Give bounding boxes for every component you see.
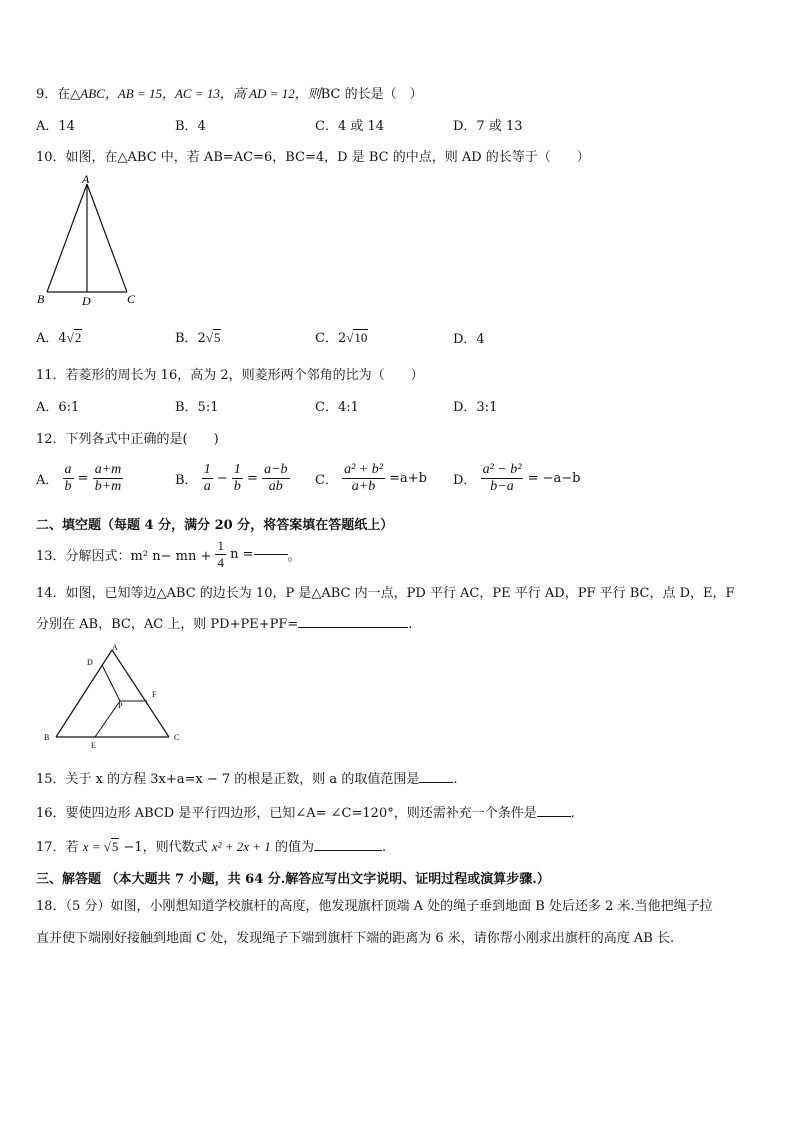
q10-label-c: C xyxy=(127,292,136,306)
q9-option-d[interactable]: D．7 或 13 xyxy=(453,119,523,134)
q11-option-a[interactable]: A．6:1 xyxy=(36,400,80,415)
q14-label-p: P xyxy=(118,701,123,710)
fraction: $\frac{1}{b}$ xyxy=(233,462,241,494)
q17-answer-blank[interactable] xyxy=(314,850,382,851)
fraction: $\frac{\text{a² − b²}}{b-a}$ xyxy=(482,462,522,494)
q14-segment-pe xyxy=(95,701,120,737)
q15-answer-blank[interactable] xyxy=(419,782,453,783)
q12-option-b[interactable]: B． $\frac{1}{a}$ − $\frac{1}{b}$ = $\frac{a-b}{ab}$ xyxy=(175,462,288,494)
q13-stem: 13．分解因式：m² n− mn + $\frac{1}{4}$ n = 。 xyxy=(36,538,301,570)
section-2-heading: 二、填空题（每题 4 分，满分 20 分，将答案填在答题纸上） xyxy=(36,518,394,533)
fraction: $\frac{a}{b}$ xyxy=(64,462,72,494)
q12-option-d[interactable]: D． $\frac{\text{a² − b²}}{b-a}$ = −a−b xyxy=(453,462,581,494)
q14-stem-line1: 14．如图，已知等边△ABC 的边长为 10，P 是△ABC 内一点，PD 平行 AC，PE 平行 AD，PF 平行 BC，点 D，E，F xyxy=(36,586,735,601)
q10-side-ab xyxy=(47,184,87,292)
sqrt-symbol: √2 xyxy=(66,330,82,345)
q10-side-ac xyxy=(87,184,127,292)
q10-stem: 10．如图，在△ABC 中，若 AB=AC=6，BC=4，D 是 BC 的中点，则 AD 的长等于（ ） xyxy=(36,150,590,165)
fraction: $\frac{a-b}{ab}$ xyxy=(264,462,288,494)
q10-option-c[interactable]: C．2√10 xyxy=(315,330,368,346)
q11-option-c[interactable]: C．4:1 xyxy=(315,400,359,415)
q12-stem: 12．下列各式中正确的是( ) xyxy=(36,432,219,447)
q16-answer-blank[interactable] xyxy=(537,816,571,817)
fraction: $\frac{a+m}{b+m}$ xyxy=(94,462,122,494)
fraction: $\frac{\text{a² + b²}}{a+b}$ xyxy=(344,462,383,494)
q14-label-b: B xyxy=(44,733,50,742)
q10-triangle-figure xyxy=(34,172,144,310)
sqrt-symbol: √10 xyxy=(346,330,368,345)
q14-side-ac xyxy=(112,650,169,737)
q9-option-b[interactable]: B．4 xyxy=(175,119,206,134)
q12-option-c[interactable]: C． $\frac{\text{a² + b²}}{a+b}$ =a+b xyxy=(315,462,427,494)
q14-label-e: E xyxy=(91,741,96,750)
q11-option-b[interactable]: B．5:1 xyxy=(175,400,219,415)
q11-option-d[interactable]: D．3:1 xyxy=(453,400,498,415)
q10-option-d[interactable]: D．4 xyxy=(453,332,485,347)
q9-option-c[interactable]: C．4 或 14 xyxy=(315,119,385,134)
q10-option-a[interactable]: A．4√2 xyxy=(36,330,82,346)
sqrt-symbol: √5 xyxy=(103,839,119,854)
q14-stem-line2: 分别在 AB，BC，AC 上，则 PD+PE+PF= . xyxy=(36,617,413,632)
q14-label-d: D xyxy=(87,658,93,667)
q14-triangle-figure xyxy=(40,640,190,752)
q9-number: 9．在 xyxy=(36,87,71,102)
q9-stem xyxy=(36,83,423,102)
section-3-heading: 三、解答题 （本大题共 7 小题，共 64 分.解答应写出文字说明、证明过程或演算步骤.） xyxy=(36,872,550,887)
q14-label-c: C xyxy=(174,733,180,742)
q10-label-b: B xyxy=(37,292,45,306)
q10-label-d: D xyxy=(82,294,91,308)
fraction: $\frac{1}{a}$ xyxy=(203,462,211,494)
q16-stem: 16．要使四边形 ABCD 是平行四边形，已知∠A= ∠C=120°，则还需补充一个条件是 . xyxy=(36,806,575,821)
q10-label-a: A xyxy=(82,172,90,186)
q14-label-f: F xyxy=(152,690,157,699)
sqrt-symbol: √5 xyxy=(205,330,221,345)
q15-stem: 15．关于 x 的方程 3x+a=x − 7 的根是正数，则 a 的取值范围是 . xyxy=(36,772,458,787)
q12-option-a[interactable]: A． $\frac{a}{b}$ = $\frac{a+m}{b+m}$ xyxy=(36,462,122,494)
q9-option-a[interactable]: A．14 xyxy=(36,119,75,134)
q14-label-a: A xyxy=(112,643,118,652)
q9-conditions: △ABC，AB = 15，AC = 13，高 AD = 12，则 xyxy=(70,86,321,101)
q9-question: BC 的长是（ ） xyxy=(320,87,423,102)
fraction: $\frac{1}{4}$ xyxy=(217,538,224,570)
q18-stem-line1: 18．（5 分）如图，小刚想知道学校旗杆的高度，他发现旗杆顶端 A 处的绳子垂到地面 B 处后还多 2 米.当他把绳子拉 xyxy=(36,899,713,914)
q13-answer-blank[interactable] xyxy=(254,554,288,555)
q10-option-b[interactable]: B．2√5 xyxy=(175,330,221,346)
q14-answer-blank[interactable] xyxy=(298,627,408,628)
q14-segment-pd xyxy=(102,665,120,701)
q17-stem: 17．若 x = √5 −1，则代数式 x² + 2x + 1 的值为 . xyxy=(36,839,387,855)
q11-stem: 11．若菱形的周长为 16，高为 2，则菱形两个邻角的比为（ ） xyxy=(36,368,424,383)
q18-stem-line2: 直并使下端刚好接触到地面 C 处，发现绳子下端到旗杆下端的距离为 6 米，请你帮小刚求出旗杆的高度 AB 长. xyxy=(36,931,675,946)
